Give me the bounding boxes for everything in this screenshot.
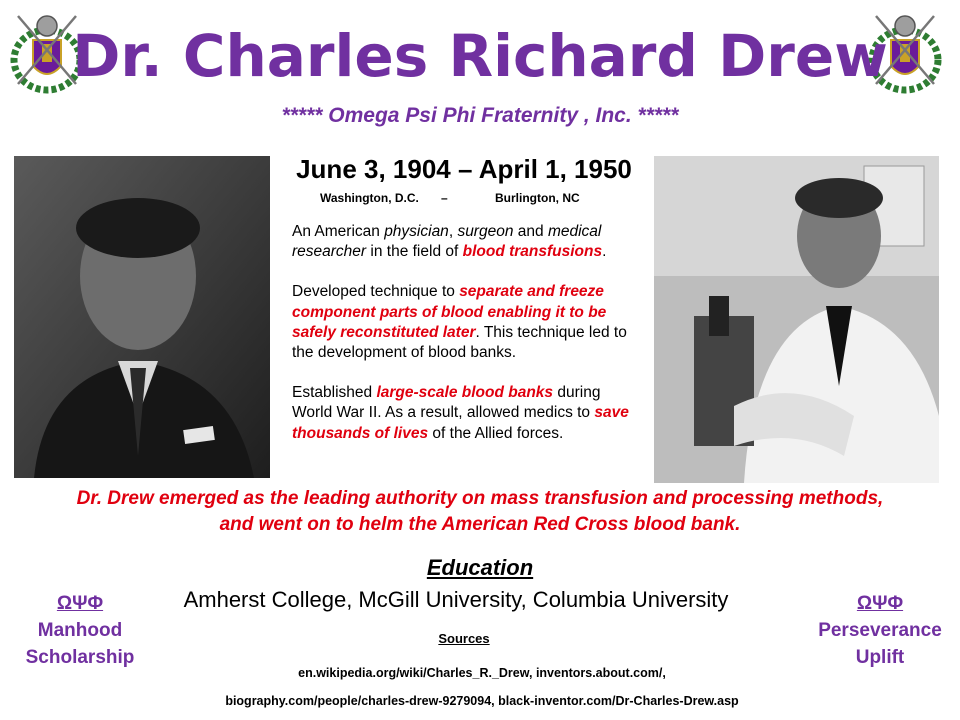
bio-paragraph-1 [292,222,640,262]
bio-paragraph-2 [292,282,640,363]
text-run: medical researcher [292,223,602,261]
text-run: physician [384,223,449,240]
bio-paragraph-3 [292,383,640,444]
left-panel-line-1: Manhood [37,620,123,641]
text-run: in the field of [366,243,463,261]
sources-line-1: en.wikipedia.org/wiki/Charles_R._Drew, inventors.about.com/, [298,666,666,680]
text-run: Developed technique to [292,283,460,301]
birthplace: Washington, D.C. [320,191,419,205]
education-schools: Amherst College, McGill University, Columbia University [183,587,729,612]
highlight-run: save thousands of lives [292,404,629,442]
right-panel-line-1: Perseverance [818,620,942,641]
highlight-run: large-scale blood banks [376,384,554,402]
highlight-line-2: and went on to helm the American Red Cross blood bank. [219,514,741,535]
highlight-statement [0,486,960,538]
left-panel-line-2: Scholarship [25,647,135,668]
sources-heading: Sources [438,631,490,646]
text-run: . This technique led to the development of blood banks. [292,323,627,362]
left-greek-letters: ΩΨΦ [56,593,104,614]
deathplace: Burlington, NC [495,191,580,205]
text-run: . [602,243,607,261]
sources-line-2: biography.com/people/charles-drew-9279094, black-inventor.com/Dr-Charles-Drew.asp [225,694,739,708]
highlight-run: blood transfusions [462,243,603,261]
page-title: Dr. Charles Richard Drew [72,22,888,90]
text-run: during World War II. As a result, allowed medics to [292,384,601,422]
text-run: and [513,223,548,240]
text-run: , [448,223,458,240]
life-dates: June 3, 1904 – April 1, 1950 [296,154,632,184]
lab-photo-right [654,156,939,483]
highlight-line-1: Dr. Drew emerged as the leading authority on mass transfusion and processing methods, [76,488,884,509]
bio-text [292,222,640,464]
page-subtitle: ***** Omega Psi Phi Fraternity , Inc. ***** [281,104,679,127]
text-run: An American [292,223,385,240]
right-greek-letters: ΩΨΦ [856,593,904,614]
text-run: surgeon [457,223,514,240]
right-panel-line-2: Uplift [855,647,905,668]
text-run: of the Allied forces. [428,424,564,442]
education-heading: Education [426,555,534,580]
portrait-photo-left [14,156,270,478]
places-separator: – [441,191,448,205]
highlight-run: separate and freeze component parts of blood enabling it to be safely reconstituted later [292,283,607,341]
text-run: Established [292,384,377,402]
sources-list [0,659,960,715]
